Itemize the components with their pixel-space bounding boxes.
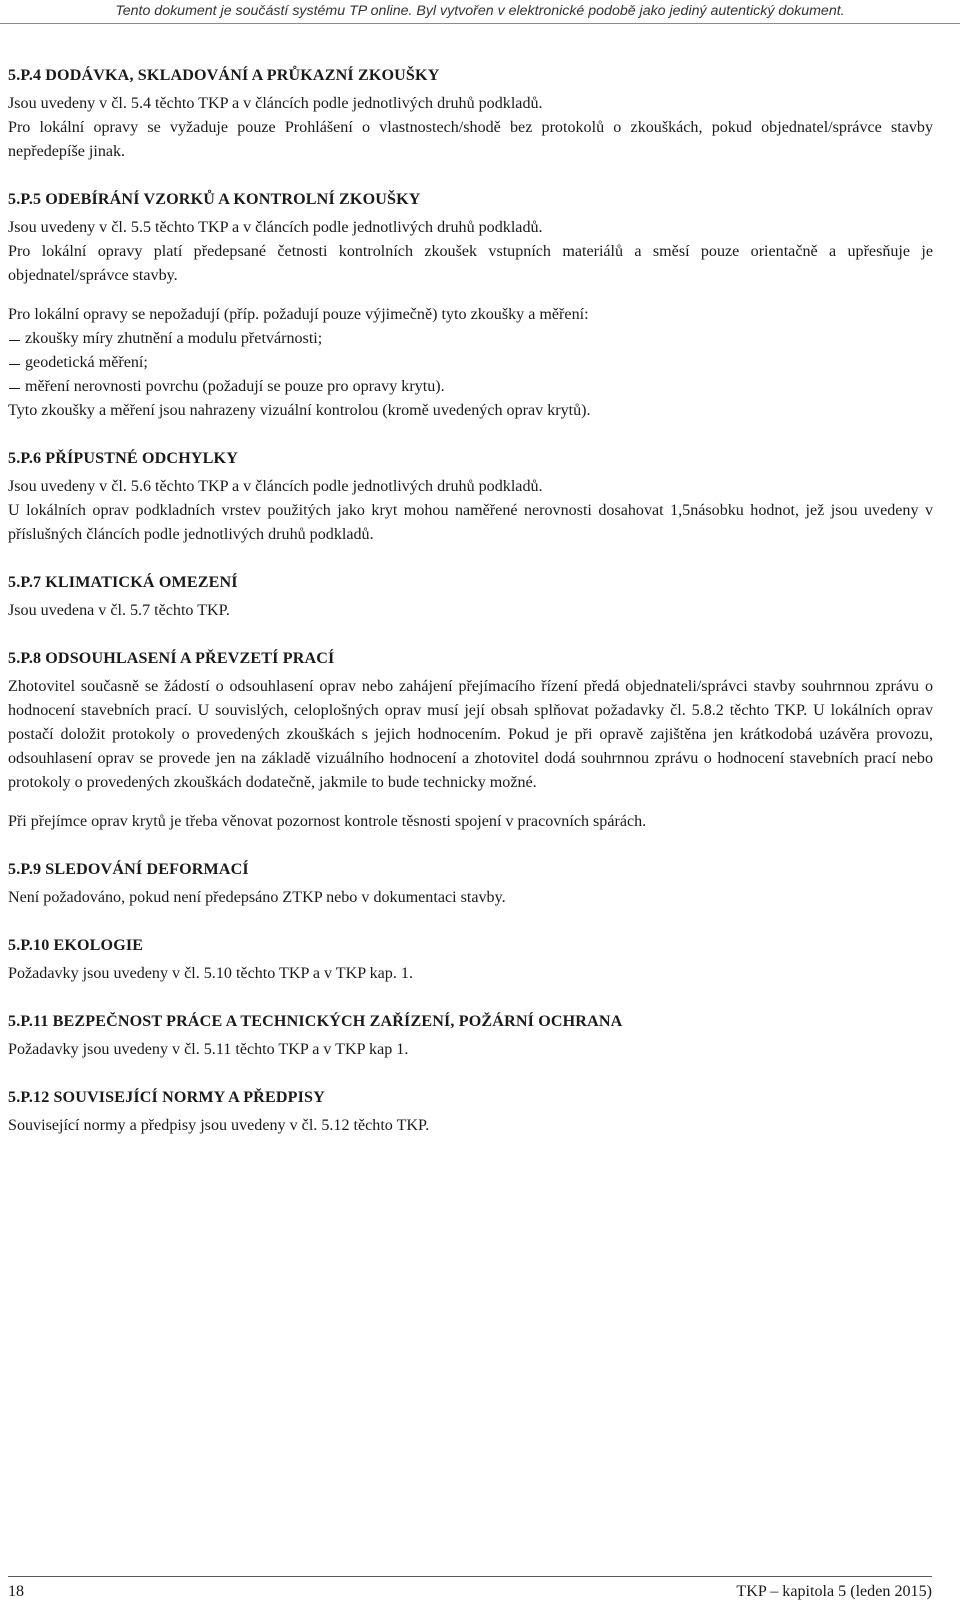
section-title: ODSOUHLASENÍ A PŘEVZETÍ PRACÍ: [45, 650, 335, 667]
section-title: ODEBÍRÁNÍ VZORKŮ A KONTROLNÍ ZKOUŠKY: [45, 191, 421, 208]
paragraph: Požadavky jsou uvedeny v čl. 5.10 těchto TKP a v TKP kap. 1.: [8, 965, 413, 982]
section-5p6: [8, 447, 933, 547]
section-title: PŘÍPUSTNÉ ODCHYLKY: [45, 450, 238, 467]
section-number: 5.P.4: [8, 67, 42, 84]
section-5p8: [8, 647, 933, 834]
section-5p7: [8, 571, 933, 623]
list-item: měření nerovnosti povrchu (požadují se pouze pro opravy krytu).: [8, 375, 933, 399]
section-heading: [8, 934, 933, 958]
document-reference: TKP – kapitola 5 (leden 2015): [736, 1583, 932, 1600]
page-content: [8, 64, 933, 1138]
footer-divider: [8, 1576, 932, 1577]
section-heading: [8, 647, 933, 671]
paragraph: Jsou uvedena v čl. 5.7 těchto TKP.: [8, 602, 230, 619]
list-item: geodetická měření;: [8, 351, 933, 375]
banner-divider: [0, 23, 960, 24]
section-title: BEZPEČNOST PRÁCE A TECHNICKÝCH ZAŘÍZENÍ, POŽÁRNÍ OCHRANA: [52, 1013, 623, 1030]
paragraph: Není požadováno, pokud není předepsáno ZTKP nebo v dokumentaci stavby.: [8, 889, 506, 906]
paragraph: Související normy a předpisy jsou uvedeny v čl. 5.12 těchto TKP.: [8, 1117, 430, 1134]
section-heading: [8, 64, 933, 88]
section-heading: [8, 1010, 933, 1034]
document-banner: Tento dokument je součástí systému TP online. Byl vytvořen v elektronické podobě jako jediný autentický dokument.: [115, 3, 845, 19]
paragraph: Jsou uvedeny v čl. 5.4 těchto TKP a v článcích podle jednotlivých druhů podkladů.: [8, 95, 543, 112]
section-5p9: [8, 858, 933, 910]
page-number: 18: [8, 1583, 25, 1600]
section-heading: [8, 858, 933, 882]
section-title: SLEDOVÁNÍ DEFORMACÍ: [45, 861, 249, 878]
section-heading: [8, 1086, 933, 1110]
paragraph: Jsou uvedeny v čl. 5.6 těchto TKP a v článcích podle jednotlivých druhů podkladů.: [8, 478, 543, 495]
section-heading: [8, 571, 933, 595]
section-number: 5.P.12: [8, 1089, 50, 1106]
paragraph: Požadavky jsou uvedeny v čl. 5.11 těchto TKP a v TKP kap 1.: [8, 1041, 409, 1058]
section-5p10: [8, 934, 933, 986]
section-title: KLIMATICKÁ OMEZENÍ: [45, 574, 238, 591]
test-list: [8, 327, 933, 399]
list-item: zkoušky míry zhutnění a modulu přetvárnosti;: [8, 327, 933, 351]
section-number: 5.P.10: [8, 937, 50, 954]
paragraph: Tyto zkoušky a měření jsou nahrazeny vizuální kontrolou (kromě uvedených oprav krytů).: [8, 402, 591, 419]
section-5p12: [8, 1086, 933, 1138]
section-title: SOUVISEJÍCÍ NORMY A PŘEDPISY: [53, 1089, 325, 1106]
paragraph: Pro lokální opravy se nepožadují (příp. požadují pouze výjimečně) tyto zkoušky a měření:: [8, 306, 589, 323]
section-5p4: [8, 64, 933, 164]
paragraph: Zhotovitel současně se žádostí o odsouhlasení oprav nebo zahájení přejímacího řízení předá objednateli/správci stavby souhrnnou zprávu o hodnocení stavebních prací. U souvislých, celoplošných oprav musí její obsah splňovat požadavky čl. 5.8.2 těchto TKP. U lokálních oprav postačí doložit protokoly o provedených zkouškách s jejich hodnocením. Pokud je při opravě zajištěna jen krátkodobá uzávěra provozu, odsouhlasení oprav se provede jen na základě vizuálního hodnocení a zhotovitel dodá souhrnnou zprávu o hodnocení stavebních prací nebo protokoly o provedených zkouškách dodatečně, jakmile to bude technicky možné.: [8, 678, 933, 791]
paragraph: U lokálních oprav podkladních vrstev použitých jako kryt mohou naměřené nerovnosti dosahovat 1,5násobku hodnot, jež jsou uvedeny v příslušných článcích podle jednotlivých druhů podkladů.: [8, 502, 933, 543]
section-heading: [8, 188, 933, 212]
section-number: 5.P.9: [8, 861, 42, 878]
section-title: DODÁVKA, SKLADOVÁNÍ A PRŮKAZNÍ ZKOUŠKY: [45, 67, 440, 84]
paragraph: Jsou uvedeny v čl. 5.5 těchto TKP a v článcích podle jednotlivých druhů podkladů.: [8, 219, 543, 236]
section-number: 5.P.11: [8, 1013, 49, 1030]
section-title: EKOLOGIE: [53, 937, 144, 954]
section-5p11: [8, 1010, 933, 1062]
section-number: 5.P.8: [8, 650, 42, 667]
section-number: 5.P.7: [8, 574, 42, 591]
section-number: 5.P.6: [8, 450, 42, 467]
section-heading: [8, 447, 933, 471]
section-5p5: [8, 188, 933, 423]
section-number: 5.P.5: [8, 191, 42, 208]
paragraph: Při přejímce oprav krytů je třeba věnovat pozornost kontrole těsnosti spojení v pracovních spárách.: [8, 813, 647, 830]
paragraph: Pro lokální opravy se vyžaduje pouze Prohlášení o vlastnostech/shodě bez protokolů o zkouškách, pokud objednatel/správce stavby nepředepíše jinak.: [8, 119, 933, 160]
paragraph: Pro lokální opravy platí předepsané četnosti kontrolních zkoušek vstupních materiálů a směsí pouze orientačně a upřesňuje je objednatel/správce stavby.: [8, 243, 933, 284]
